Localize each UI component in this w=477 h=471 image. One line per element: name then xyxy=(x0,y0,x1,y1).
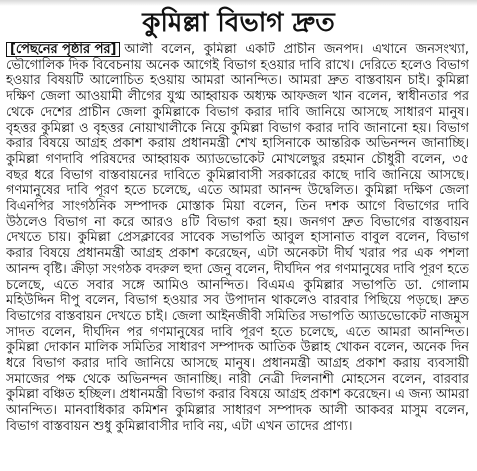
article-text: আলী বলেন, কুমিল্লা একটি প্রাচীন জনপদ। এখানে জনসংখ্যা, ভৌগোলিক দিক বিবেচনায় অনেক আগেই বিভাগ হওয়ার দাবি রাখে। দেরিতে হলেও বিভাগ হওয়ার বিষয়টি আলোচিত হওয়ায় আমরা আনন্দিত। আমরা দ্রুত বাস্তবায়ন চাই। কুমিল্লা দক্ষিণ জেলা আওয়ামী লীগের যুগ্ম আহ্বায়ক অধ্যক্ষ আফজল খান বলেন, স্বাধীনতার পর থেকে দেশের প্রাচীন জেলা কুমিল্লাকে বিভাগ করার দাবি জানিয়ে আসছে সাধারণ মানুষ। বৃহত্তর কুমিল্লা ও বৃহত্তর নোয়াখালীকে নিয়ে কুমিল্লা বিভাগ করার দাবি জানানো হয়। বিভাগ করার বিষয়ে আগ্রহ প্রকাশ করায় প্রধানমন্ত্রী শেখ হাসিনাকে আন্তরিক অভিনন্দন জানাচ্ছি। কুমিল্লা গণদাবি পরিষদের আহ্বায়ক অ্যাডভোকেট মোখলেছুর রহমান চৌধুরী বলেন, ৩৫ বছর ধরে বিভাগ বাস্তবায়নের দাবিতে কুমিল্লাবাসী সরকারের কাছে দাবি জানিয়ে আসছে। গণমানুষের দাবি পূরণ হতে চলেছে, এতে আমরা আনন্দ উদ্বেলিত। কুমিল্লা দক্ষিণ জেলা বিএনপির সাংগঠনিক সম্পাদক মোস্তাক মিয়া বলেন, তিন দশক আগে বিভাগের দাবি উঠলেও বিভাগ না করে আরও ৪টি বিভাগ করা হয়। জনগণ দ্রুত বিভাগের বাস্তবায়ন দেখতে চায়। কুমিল্লা প্রেসক্লাবের সাবেক সভাপতি আবুল হাসানাত বাবুল বলেন, বিভাগ করার বিষয়ে প্রধানমন্ত্রী আগ্রহ প্রকাশ করেছেন, এটা অনেকটা দীর্ঘ খরার পর এক পশলা আনন্দ বৃষ্টি। ক্রীড়া সংগঠক বদরুল হুদা জেনু বলেন, দীর্ঘদিন পর গণমানুষের দাবি পূরণ হতে চলেছে, এতে সবার সঙ্গে আমিও আনন্দিত। বিএমএ কুমিল্লার সভাপতি ডা. গোলাম মহিউদ্দিন দীপু বলেন, বিভাগ হওয়ার সব উপাদান থাকলেও বারবার পিছিয়ে পড়ছে। দ্রুত বিভাগের বাস্তবায়ন দেখতে চাই। জেলা আইনজীবী সমিতির সভাপতি অ্যাডভোকেট নাজমুস সাদত বলেন, দীর্ঘদিন পর গণমানুষের দাবি পূরণ হতে চলেছে, এতে আমরা আনন্দিত। কুমিল্লা দোকান মালিক সমিতির সাধারণ সম্পাদক আতিক উল্লাহ খোকন বলেন, অনেক দিন ধরে বিভাগ করার দাবি জানিয়ে আসছে মানুষ। প্রধানমন্ত্রী আগ্রহ প্রকাশ করায় ব্যবসায়ী সমাজের পক্ষ থেকে অভিনন্দন জানাচ্ছি। নারী নেত্রী দিলনাশী মোহসেন বলেন, বারবার কুমিল্লা বঞ্চিত হচ্ছিল। প্রধানমন্ত্রী বিভাগ করার বিষয়ে আগ্রহ প্রকাশ করেছেন। এ জন্য আমরা আনন্দিত। মানবাধিকার কমিশন কুমিল্লার সাধারণ সম্পাদক আলী আকবর মাসুম বলেন, বিভাগ বাস্তবায়ন শুধু কুমিল্লাবাসীর দাবি নয়, এটা এখন তাদের প্রাণ্য। xyxy=(6,42,469,434)
headline: কুমিল্লা বিভাগ দ্রুত xyxy=(142,8,335,38)
article-body xyxy=(6,42,469,467)
continued-from-label: [পেছনের পৃষ্ঠার পর] xyxy=(6,42,120,57)
